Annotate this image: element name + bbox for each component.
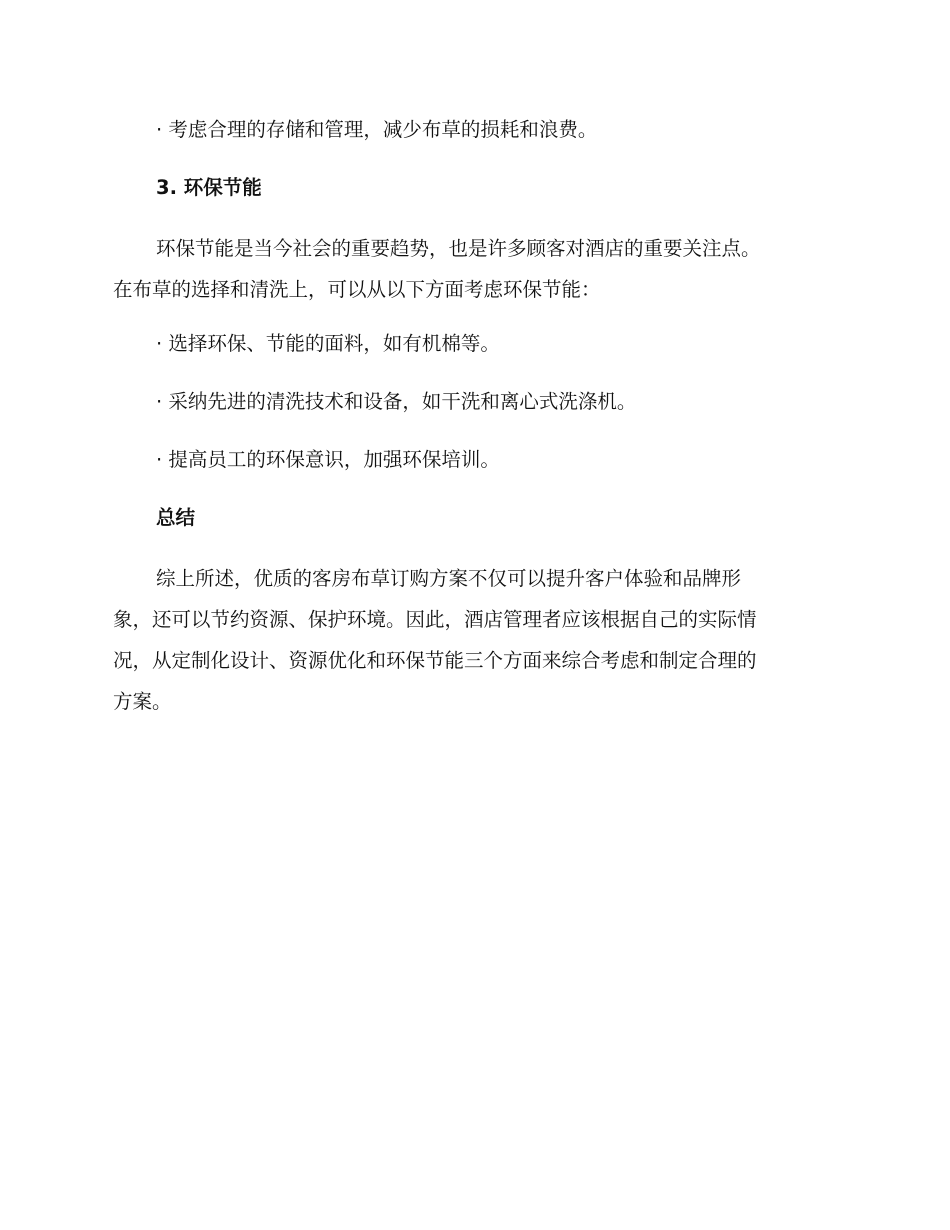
bullet-cleaning-tech: · 采纳先进的清洗技术和设备，如干洗和离心式洗涤机。	[156, 390, 637, 413]
paragraph-line: 综上所述，优质的客房布草订购方案不仅可以提升客户体验和品牌形	[156, 567, 742, 590]
section-heading-environmental: 3. 环保节能	[156, 176, 262, 199]
paragraph-line: 环保节能是当今社会的重要趋势，也是许多顾客对酒店的重要关注点。	[156, 237, 761, 260]
paragraph-line: 况，从定制化设计、资源优化和环保节能三个方面来综合考虑和制定合理的	[113, 649, 757, 672]
summary-paragraph	[113, 558, 833, 722]
section-heading-summary: 总结	[156, 506, 196, 529]
section3-paragraph	[113, 228, 833, 310]
paragraph-line: 象，还可以节约资源、保护环境。因此，酒店管理者应该根据自己的实际情	[113, 608, 757, 631]
bullet-storage: · 考虑合理的存储和管理，减少布草的损耗和浪费。	[156, 118, 598, 141]
paragraph-line: 在布草的选择和清洗上，可以从以下方面考虑环保节能：	[113, 278, 601, 301]
bullet-staff-training: · 提高员工的环保意识，加强环保培训。	[156, 448, 500, 471]
bullet-eco-fabric: · 选择环保、节能的面料，如有机棉等。	[156, 332, 500, 355]
document-content	[113, 112, 833, 738]
paragraph-line: 方案。	[113, 690, 172, 713]
